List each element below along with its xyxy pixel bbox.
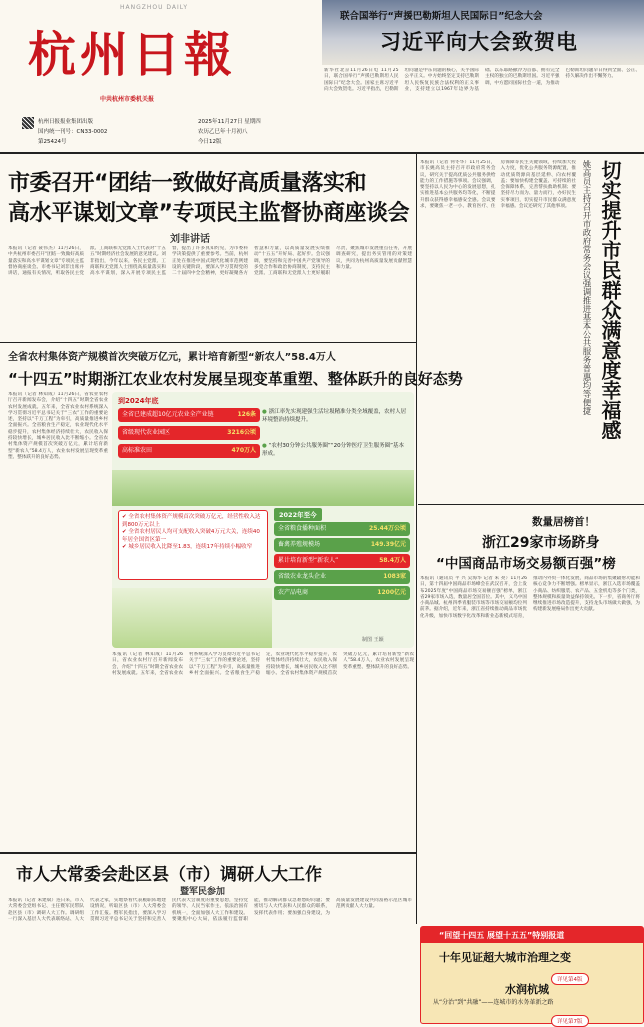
note-2	[262, 442, 408, 458]
grid5-label: 农产品电商	[278, 589, 309, 596]
grid-row-5	[274, 586, 410, 600]
stat3-value: 470万人	[231, 447, 256, 454]
grid-row-4	[274, 570, 410, 584]
note1-text: 浙江率先实现建强生活垃圾精准分类全域覆盖，农村人居环境整治持续提升。	[262, 409, 407, 423]
top-news-kicker: 联合国举行“声援巴勒斯坦人民国际日”纪念大会	[340, 11, 543, 22]
stat2-value: 3216公顷	[227, 429, 256, 436]
check-box-group	[118, 510, 268, 580]
agri-kicker: 全省农村集体资产规模首次突破万亿元，累计培育新型“新农人”58.4万人	[8, 352, 336, 363]
stat-row-1	[118, 408, 260, 422]
masthead-title: 杭州日報	[28, 27, 237, 83]
grid4-value: 1083家	[383, 573, 406, 580]
illustration-fields	[112, 470, 414, 506]
year-badge: 2022年至今	[274, 508, 322, 521]
check3-text: 城乡居民收入比降至1.83，连续17年持续小幅收窄	[128, 544, 253, 550]
stat1-value: 126条	[237, 411, 256, 418]
check-item-3: ✔ 城乡居民收入比降至1.83，连续17年持续小幅收窄	[122, 544, 253, 550]
masthead-info-block	[22, 115, 282, 149]
top-news-headline: 习近平向大会致贺电	[380, 30, 578, 54]
rule-col	[416, 154, 417, 504]
publisher-line: 中共杭州市委机关报	[100, 96, 155, 103]
grid2-label: 畜禽养殖规模场	[278, 541, 321, 548]
masthead-en-name: HANGZHOU DAILY	[120, 4, 188, 11]
issue-number: 第25424号	[38, 139, 67, 145]
masthead	[0, 0, 320, 150]
page-ref-7[interactable]: 详见第7版	[551, 1015, 589, 1027]
rule-right-mid	[418, 504, 644, 505]
grid3-value: 58.4万人	[379, 557, 406, 564]
lead-headline-line1: 市委召开“团结一致做好高质量落实和	[8, 171, 366, 196]
grid-row-2	[274, 538, 410, 552]
lead-byline: 刘非讲话	[170, 234, 210, 245]
page-ref-4[interactable]: 详见第4版	[551, 973, 589, 985]
note-1	[262, 408, 408, 424]
box-2024-title: 到2024年底	[118, 397, 159, 405]
agri-body: 本报讯（记者 林知成）11月26日，省农业农村厅召开新闻发布会，介绍“十四五”时期全省农业农村发展成就。五年来，全省农业农村系统深入学习贯彻习近平总书记关于“三农”工作的重要论述，坚持以“千万工程”为牵引，高质量推进乡村全面振兴。全省粮食生产稳定，农业现代化水平稳步提升，农村集体经济持续壮大，农民收入保持较快增长，城乡居民收入比不断缩小。全省农村集体资产规模首次突破万亿元，累计培育新型“新农人”58.4万人，农业农村发展呈现变革重塑、整体跃升的良好态势。	[8, 392, 108, 460]
stat1-label: 全省已建成超10亿元农业全产业链	[122, 411, 214, 418]
grid4-label: 省级农业龙头企业	[278, 573, 327, 580]
stat-row-3	[118, 444, 260, 458]
qr-code-icon	[22, 117, 34, 129]
market-body: 本报讯（通讯员 平 兴 吴海华 记者 朱 亮）11月26日，第十四届中国商品市场峰会在武汉召开，会上发布2025年度“中国商品市场交易额百强”榜单，浙江省29家市场入选，数量居全国首位。其中，义乌中国小商品城、杭州四季青服装市场等市场交易额均位列前茅。据介绍，近年来，浙江省持续推动商品市场优化升级，加快市场数字化改革和新业态新模式培育，推动内外贸一体化发展，商品市场的集聚辐射功能和核心竞争力不断增强。榜单显示，浙江入选市场覆盖小商品、纺织服装、农产品、五金机电等多个门类，整体规模和质量效益保持领先。下一步，省商务厅将继续推进市场改造提升，支持龙头市场做大做强，为构建新发展格局作出更大贡献。	[420, 576, 640, 619]
grid5-value: 1200亿元	[377, 589, 406, 596]
check1-text: 全省农村集体资产规模首次突破万亿元，经营性收入达到800万元以上	[122, 514, 261, 528]
grid2-value: 149.39亿元	[370, 541, 406, 548]
npc-byline: 暨军民参加	[180, 887, 226, 897]
feature-item-1[interactable]: 十年见证超大城市治理之变	[439, 951, 571, 964]
agri-headline: “十四五”时期浙江农业农村发展呈现变革重塑、整体跃升的良好态势	[8, 370, 463, 388]
side-story-headline: 切实提升市民群众满意度幸福感	[598, 160, 622, 440]
check2-text: 全省农村居民人均可支配收入突破4万元大关，连续40年居全国省区第一	[122, 529, 260, 543]
agri-body-cont-text: 本报讯（记者 林知成）11月26日，省农业农村厅召开新闻发布会，介绍“十四五”时期全省农业农村发展成就。五年来，全省农业农村系统深入学习贯彻习近平总书记关于“三农”工作的重要论述，坚持以“千万工程”为牵引，高质量推进乡村全面振兴。全省粮食生产稳定，农业现代化水平稳步提升，农村集体经济持续壮大，农民收入保持较快增长，城乡居民收入比不断缩小。全省农村集体资产规模首次突破万亿元，累计培育新型“新农人”58.4万人，农业农村发展呈现变革重塑、整体跃升的良好态势。	[112, 652, 414, 676]
check-item-2: ✔ 全省农村居民人均可支配收入突破4万元大关，连续40年居全国省区第一	[122, 529, 260, 543]
grid1-value: 25.44万公顷	[369, 525, 406, 532]
check-item-1: ✔ 全省农村集体资产规模首次突破万亿元，经营性收入达到800万元以上	[122, 514, 261, 528]
market-headline-1: 浙江29家市场跻身	[482, 535, 600, 551]
stat3-label: 高标准农田	[122, 447, 153, 454]
grid3-label: 累计培育新型“新农人”	[278, 557, 339, 564]
grid-stats	[274, 522, 410, 600]
rule-mid	[0, 342, 416, 343]
chart-credit: 制图 王颖	[362, 637, 384, 643]
grid-row-1	[274, 522, 410, 536]
agri-body-continued	[112, 652, 414, 852]
rule-col-2	[416, 504, 417, 924]
npc-headline: 市人大常委会赴区县（市）调研人大工作	[16, 865, 322, 885]
grid1-label: 全省粮食播种面积	[278, 525, 327, 532]
top-news-body: 新华社北京11月26日电 11月25日，联合国举行“声援巴勒斯坦人民国际日”纪念大会。国家主席习近平向大会致贺电。习近平指出，巴勒斯坦问题是中东问题的核心，关乎国际公平正义。中方始终坚定支持巴勒斯坦人民恢复民族合法权利的正义事业，支持建立以1967年边界为基础、以东耶路撒冷为首都、拥有完全主权的独立的巴勒斯坦国。习近平强调，中方愿同国际社会一道，为推动巴勒斯坦问题早日得到全面、公正、持久解决作出不懈努力。	[324, 68, 640, 92]
feature-item-2-page[interactable]	[551, 1008, 589, 1027]
side-story-body: 本报讯（记者 何冬华）11月25日，市长姚高员主持召开市政府常务会议，研究关于提高优质公共服务供给能力的工作措施等事项。会议强调，要坚持以人民为中心的发展思想，扎实推进基本公共服务均等化，不断提升群众获得感幸福感安全感。会议要求，要聚焦一老一小、教育医疗、住房保障等民生关键领域，持续加大投入力度，优化公共服务资源配置，推动优质资源向基层延伸、向农村覆盖；要加快构建全覆盖、可持续的社会保障体系，完善帮扶救助机制；要坚持尽力而为、量力而行，办好民生实事项目，切实提升市民群众满意度幸福感。会议还研究了其他事项。	[420, 160, 576, 210]
npc-body: 本报讯（记者 朱建斌）连日来，市人大常委会党组书记、主任暨军民带队赴区县（市）调研人大工作。调研组一行深入基层人大代表联络站、人大代表之家，实地察看代表履职阵地建设情况，听取区县（市）人大常委会工作汇报。暨军民指出，要深入学习贯彻习近平总书记关于坚持和完善人民代表大会制度的重要思想，坚持党的领导、人民当家作主、依法治国有机统一，全面加强人大工作和建设。要聚焦中心大局，依法履行监督职能，推动解决群众急难愁盼问题；要密切与人大代表和人民群众的联系，发挥代表作用；要加强自身建设，为高质量发展建设共同富裕示范区城市范例贡献人大力量。	[8, 898, 412, 922]
note2-text: “农村30分钟公共服务圈”“20分钟医疗卫生服务圈”基本形成。	[262, 443, 404, 457]
group-name: 杭州日报报业集团出版	[38, 119, 94, 125]
feature-title: “回望十四五 展望十五五”特别报道	[439, 931, 565, 940]
date-line: 2025年11月27日 星期四	[198, 119, 261, 125]
lead-headline-line2: 高水平谋划文章”专项民主监督协商座谈会	[8, 201, 409, 226]
illustration-village	[112, 588, 272, 648]
lead-body: 本报讯（记者 聂伟杰）11月26日，中共杭州市委召开“团结一致做好高质量落实和高水平谋划文章”专项民主监督协商座谈会。市委书记刘非出席并讲话，通报有关情况，听取各民主党派、工商联和无党派人士代表对“十五五”时期经济社会发展的意见建议。刘非指出，今年以来，各民主党派、工商联和无党派人士围绕高质量落实和高水平谋划，深入开展专项民主监督，提出了许多真知灼见，为市委科学决策提供了重要参考。当前，杭州正处在推进中国式现代化城市范例建设的关键阶段，要深入学习贯彻党的二十届四中全会精神，更好凝聚各方智慧和力量，以高质量发展实绩推动“十五五”开好局、起好步。会议强调，要坚持和完善中国共产党领导的多党合作和政治协商制度，支持民主党派、工商联和无党派人士更好履职尽责，聚焦城市发展重点任务，开展调查研究，提出务实管用的对策建议，共同为杭州高质量发展贡献智慧和力量。	[8, 246, 412, 277]
agri-infographic	[112, 392, 414, 648]
check-icon: ●	[262, 443, 267, 449]
feature-item-1-page[interactable]	[551, 966, 589, 985]
stat-row-2	[118, 426, 260, 440]
check-icon: ●	[262, 409, 267, 415]
rule-bottom	[0, 852, 416, 854]
market-kicker: 数量居榜首！	[532, 516, 595, 528]
feature-box	[420, 926, 644, 1024]
cn-code: 国内统一刊号：CN33-0002	[38, 129, 108, 135]
lunar-date: 农历乙巳年十月初八	[198, 129, 248, 135]
rule-top	[0, 152, 644, 154]
market-headline-2: “中国商品市场交易额百强”榜	[436, 556, 616, 572]
feature-item-2[interactable]: 水润杭城	[505, 983, 549, 996]
feature-item-2-sub: 从“分治”到“共融”——连城市的水务革新之路	[433, 999, 554, 1006]
grid-row-3	[274, 554, 410, 568]
side-story-subhead: 姚高员主持召开市政府常务会议强调推进基本公共服务普惠均等便捷	[581, 160, 591, 415]
page-count: 今日12版	[198, 139, 222, 145]
stat2-label: 省级现代农业园区	[122, 429, 171, 436]
